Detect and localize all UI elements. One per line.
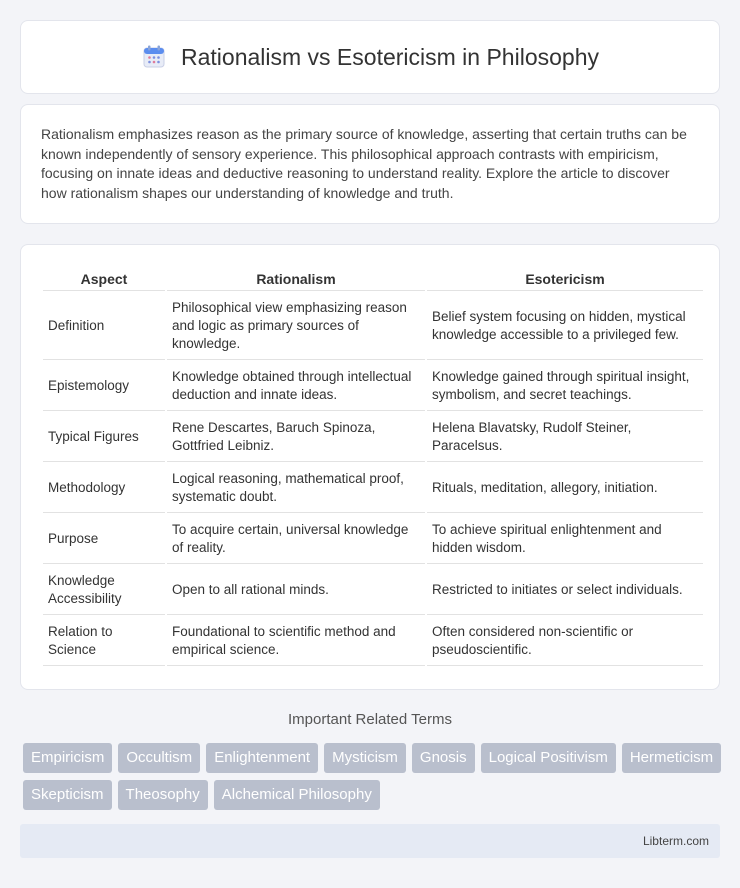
row-esotericism: Often considered non-scientific or pseudoscientific. [427,617,703,666]
comparison-table [41,265,705,668]
related-term-tag[interactable]: Enlightenment [206,743,318,773]
related-term-tag[interactable]: Logical Positivism [481,743,616,773]
table-row [43,464,703,513]
row-aspect: Purpose [43,515,165,564]
title-wrap [141,44,599,71]
comparison-table-card [20,244,720,690]
row-esotericism: Rituals, meditation, allegory, initiation. [427,464,703,513]
header-card [20,20,720,94]
header-aspect: Aspect [43,267,165,291]
row-esotericism: To achieve spiritual enlightenment and hidden wisdom. [427,515,703,564]
row-aspect: Epistemology [43,362,165,411]
related-terms-list [23,743,723,810]
row-rationalism: Logical reasoning, mathematical proof, systematic doubt. [167,464,425,513]
row-rationalism: To acquire certain, universal knowledge of reality. [167,515,425,564]
header-esotericism: Esotericism [427,267,703,291]
row-esotericism: Restricted to initiates or select individuals. [427,566,703,615]
intro-text: Rationalism emphasizes reason as the primary source of knowledge, asserting that certain truths can be known independently of sensory experience. This philosophical approach contrasts with empiricism, focusing on innate ideas and deductive reasoning to understand reality. Explore the article to discover how rationalism shapes our understanding of knowledge and truth. [41,126,687,201]
footer [20,824,720,858]
table-row [43,515,703,564]
page-title: Rationalism vs Esotericism in Philosophy [181,43,599,70]
table-header-row [43,267,703,291]
intro-card [20,104,720,224]
row-rationalism: Knowledge obtained through intellectual deduction and innate ideas. [167,362,425,411]
table-row [43,362,703,411]
row-aspect: Definition [43,293,165,360]
row-esotericism: Knowledge gained through spiritual insight, symbolism, and secret teachings. [427,362,703,411]
row-rationalism: Rene Descartes, Baruch Spinoza, Gottfried Leibniz. [167,413,425,462]
related-term-tag[interactable]: Theosophy [118,780,208,810]
related-term-tag[interactable]: Hermeticism [622,743,721,773]
row-aspect: Knowledge Accessibility [43,566,165,615]
row-rationalism: Foundational to scientific method and empirical science. [167,617,425,666]
table-row [43,566,703,615]
related-term-tag[interactable]: Mysticism [324,743,406,773]
table-row [43,413,703,462]
table-row [43,617,703,666]
row-rationalism: Open to all rational minds. [167,566,425,615]
row-rationalism: Philosophical view emphasizing reason and logic as primary sources of knowledge. [167,293,425,360]
related-term-tag[interactable]: Skepticism [23,780,112,810]
related-term-tag[interactable]: Empiricism [23,743,112,773]
row-aspect: Typical Figures [43,413,165,462]
related-term-tag[interactable]: Alchemical Philosophy [214,780,380,810]
row-aspect: Methodology [43,464,165,513]
row-esotericism: Helena Blavatsky, Rudolf Steiner, Paracelsus. [427,413,703,462]
related-term-tag[interactable]: Occultism [118,743,200,773]
related-term-tag[interactable]: Gnosis [412,743,475,773]
related-terms-title: Important Related Terms [288,711,452,728]
footer-site-link[interactable]: Libterm.com [642,834,709,848]
calendar-icon [141,44,167,70]
row-esotericism: Belief system focusing on hidden, mystical knowledge accessible to a privileged few. [427,293,703,360]
row-aspect: Relation to Science [43,617,165,666]
header-rationalism: Rationalism [167,267,425,291]
table-row [43,293,703,360]
